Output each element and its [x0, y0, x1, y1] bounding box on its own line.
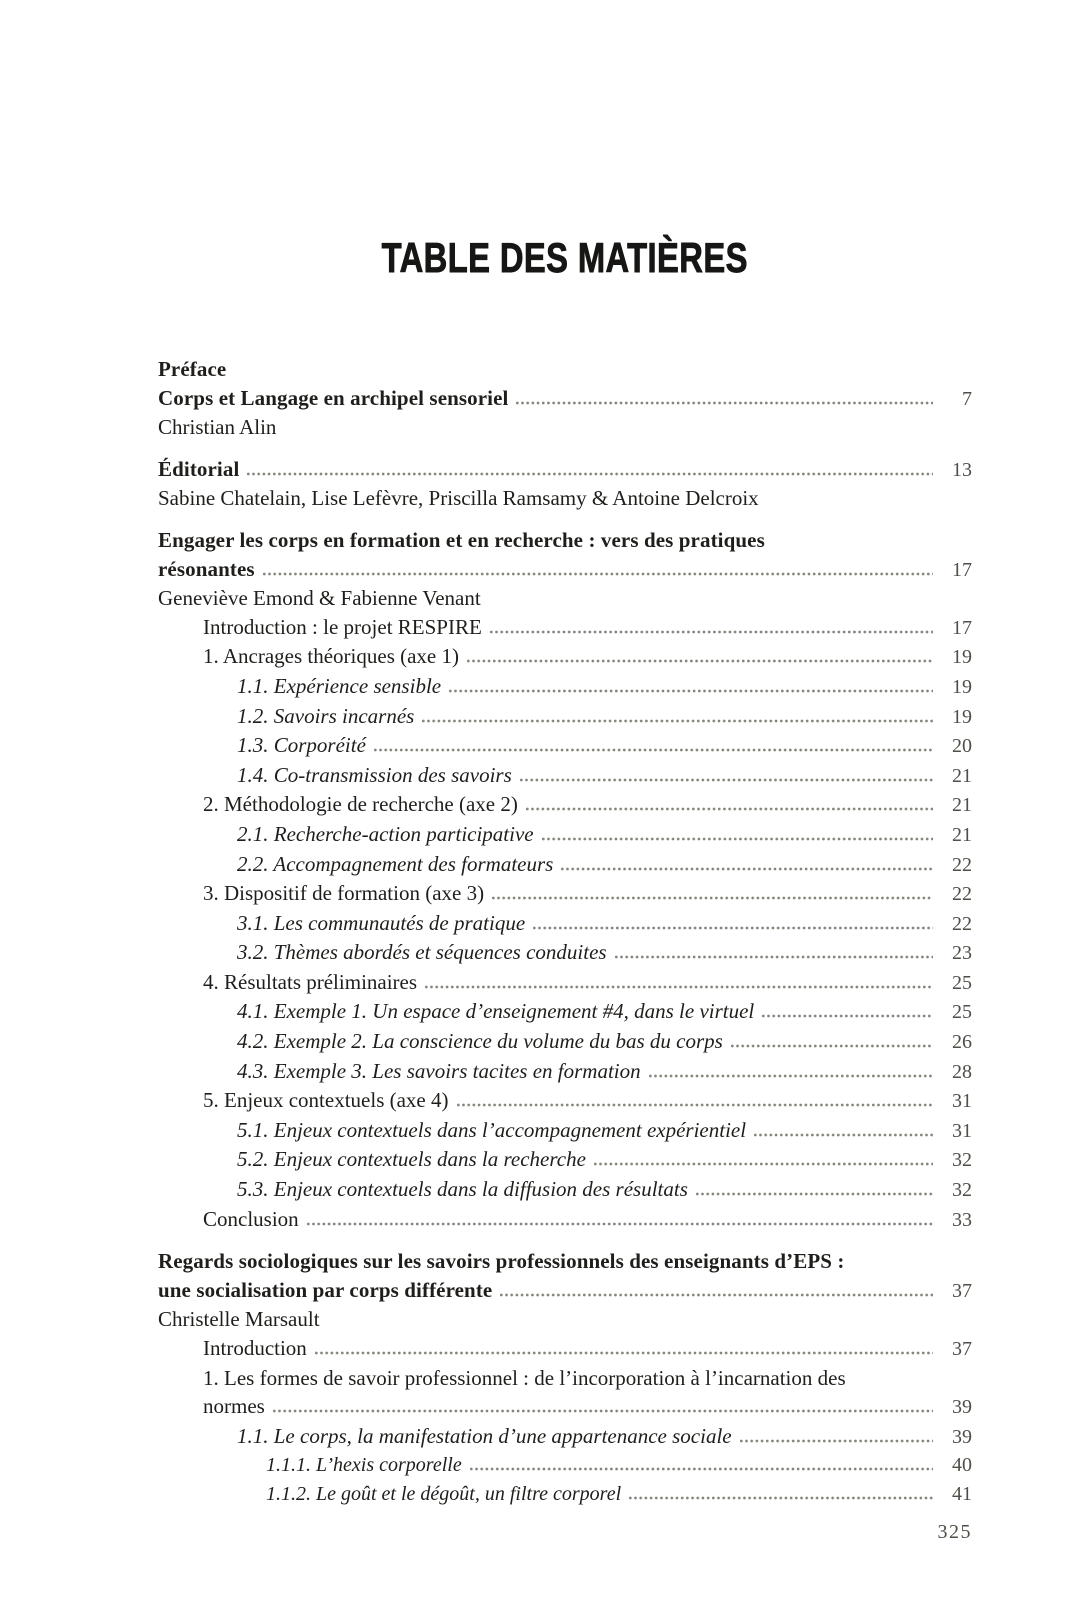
toc-entry — [158, 613, 972, 643]
dot-leader — [273, 1409, 933, 1413]
toc-entry-page: 41 — [952, 1482, 972, 1505]
toc-entry-page: 28 — [952, 1060, 972, 1083]
toc-entry-page: 26 — [952, 1031, 972, 1054]
toc-entry — [158, 1145, 972, 1175]
toc-entry — [158, 1276, 972, 1306]
dot-leader — [526, 807, 933, 811]
toc-entry — [158, 1305, 972, 1334]
toc-entry — [158, 820, 972, 850]
toc-entry-text: 4.2. Exemple 2. La conscience du volume du bas du corps — [237, 1029, 723, 1054]
toc-entry — [158, 731, 972, 761]
toc-entry-text: 2.1. Recherche-action participative — [237, 821, 534, 846]
toc-entry — [158, 1205, 972, 1235]
toc-entry-text: 5.2. Enjeux contextuels dans la recherche — [237, 1147, 586, 1172]
dot-leader — [470, 1467, 933, 1471]
toc-entry — [158, 1480, 972, 1509]
toc-entry-text: Corps et Langage en archipel sensoriel — [158, 385, 509, 410]
toc-entry — [158, 909, 972, 939]
toc-entry — [158, 1451, 972, 1480]
toc-entry — [158, 584, 972, 613]
toc-list — [158, 355, 972, 1509]
toc-entry-text: 5. Enjeux contextuels (axe 4) — [203, 1088, 449, 1113]
toc-entry — [158, 384, 972, 414]
toc-entry-page: 23 — [952, 942, 972, 965]
toc-entry-text: Regards sociologiques sur les savoirs professionnels des enseignants d’EPS : — [158, 1249, 845, 1274]
toc-entry — [158, 1247, 972, 1276]
toc-entry-text: 4. Résultats préliminaires — [203, 969, 418, 994]
dot-leader — [467, 659, 933, 663]
toc-entry-text: Éditorial — [158, 456, 240, 481]
toc-entry-text: une socialisation par corps différente — [158, 1277, 493, 1302]
toc-entry-text: Sabine Chatelain, Lise Lefèvre, Priscilla Ramsamy & Antoine Delcroix — [158, 486, 759, 511]
toc-entry — [158, 1086, 972, 1116]
toc-entry — [158, 1057, 972, 1087]
dot-leader — [516, 401, 933, 405]
toc-entry — [158, 1116, 972, 1146]
toc-entry — [158, 790, 972, 820]
toc-entry — [158, 702, 972, 732]
dot-leader — [520, 778, 933, 782]
toc-entry-text: Geneviève Emond & Fabienne Venant — [158, 586, 481, 611]
dot-leader — [533, 926, 933, 930]
toc-entry — [158, 672, 972, 702]
toc-entry — [158, 761, 972, 791]
dot-leader — [490, 630, 933, 634]
toc-entry-text: 3.2. Thèmes abordés et séquences conduites — [237, 940, 607, 965]
toc-entry-text: 1.2. Savoirs incarnés — [237, 703, 415, 728]
toc-entry-text: Conclusion — [203, 1206, 299, 1231]
toc-entry-text: Christelle Marsault — [158, 1307, 320, 1332]
toc-entry-text: normes — [203, 1394, 265, 1419]
dot-leader — [649, 1074, 933, 1078]
toc-entry — [158, 484, 972, 513]
toc-entry — [158, 1334, 972, 1364]
toc-entry-text: 1. Ancrages théoriques (axe 1) — [203, 644, 459, 669]
toc-entry-page: 25 — [952, 971, 972, 994]
toc-entry-page: 39 — [952, 1425, 972, 1448]
toc-entry — [158, 997, 972, 1027]
toc-entry — [158, 879, 972, 909]
toc-entry-page: 21 — [952, 794, 972, 817]
toc-entry-page: 22 — [952, 912, 972, 935]
dot-leader — [457, 1103, 934, 1107]
dot-leader — [740, 1439, 933, 1443]
toc-entry-page: 22 — [952, 853, 972, 876]
toc-entry — [158, 1364, 972, 1393]
toc-entry — [158, 555, 972, 585]
toc-entry-text: résonantes — [158, 556, 255, 581]
toc-entry-text: 1. Les formes de savoir professionnel : de l’incorporation à l’incarnation des — [203, 1365, 846, 1390]
dot-leader — [315, 1351, 933, 1355]
dot-leader — [500, 1293, 933, 1297]
toc-entry-text: 3.1. Les communautés de pratique — [237, 910, 526, 935]
toc-entry-text: 2. Méthodologie de recherche (axe 2) — [203, 792, 518, 817]
toc-entry-page: 25 — [952, 1001, 972, 1024]
toc-entry-page: 19 — [952, 675, 972, 698]
page-title-text: TABLE DES MATIÈRES — [381, 234, 749, 281]
toc-entry — [158, 968, 972, 998]
dot-leader — [561, 867, 933, 871]
toc-entry-page: 37 — [952, 1279, 972, 1302]
toc-entry-page: 21 — [952, 823, 972, 846]
toc-entry-text: 3. Dispositif de formation (axe 3) — [203, 881, 485, 906]
dot-leader — [731, 1044, 933, 1048]
toc-entry-text: 1.1. Le corps, la manifestation d’une appartenance sociale — [237, 1423, 732, 1448]
toc-entry-text: 5.3. Enjeux contextuels dans la diffusion des résultats — [237, 1177, 688, 1202]
toc-entry — [158, 1392, 972, 1422]
toc-entry-page: 40 — [952, 1454, 972, 1477]
page-number: 325 — [937, 1521, 972, 1543]
dot-leader — [762, 1014, 933, 1018]
toc-entry-text: 4.1. Exemple 1. Un espace d’enseignement #4, dans le virtuel — [237, 999, 755, 1024]
toc-entry — [158, 413, 972, 442]
toc-entry-page: 37 — [952, 1338, 972, 1360]
dot-leader — [542, 837, 933, 841]
dot-leader — [449, 689, 933, 693]
toc-entry-text: 1.3. Corporéité — [237, 733, 366, 758]
toc-entry-page: 13 — [952, 458, 972, 481]
dot-leader — [374, 748, 933, 752]
dot-leader — [629, 1496, 933, 1500]
dot-leader — [307, 1222, 933, 1226]
toc-entry-text: Préface — [158, 357, 227, 381]
toc-entry-text: 1.1.2. Le goût et le dégoût, un filtre corporel — [266, 1482, 622, 1505]
dot-leader — [615, 955, 933, 959]
toc-entry-page: 17 — [952, 558, 972, 581]
dot-leader — [492, 896, 933, 900]
dot-leader — [594, 1162, 933, 1166]
toc-entry-page: 33 — [952, 1208, 972, 1231]
toc-entry-page: 31 — [952, 1119, 972, 1142]
toc-entry-page: 31 — [952, 1090, 972, 1113]
toc-entry — [158, 1027, 972, 1057]
toc-entry — [158, 1175, 972, 1205]
toc-entry-page: 21 — [952, 764, 972, 787]
toc-entry-text: 1.1. Expérience sensible — [237, 673, 442, 698]
toc-entry-page: 19 — [952, 705, 972, 728]
toc-entry — [158, 850, 972, 880]
dot-leader — [263, 572, 933, 576]
toc-entry-text: Introduction : le projet RESPIRE — [203, 614, 482, 639]
toc-entry-text: Engager les corps en formation et en recherche : vers des pratiques — [158, 527, 765, 552]
toc-entry-page: 20 — [952, 735, 972, 758]
page-content — [158, 0, 972, 1543]
toc-entry-page: 17 — [952, 616, 972, 639]
toc-entry-text: Introduction — [203, 1336, 307, 1360]
toc-entry — [158, 938, 972, 968]
dot-leader — [754, 1133, 933, 1137]
toc-entry — [158, 455, 972, 485]
toc-entry-text: 4.3. Exemple 3. Les savoirs tacites en formation — [237, 1058, 641, 1083]
page-title — [158, 0, 972, 279]
toc-entry — [158, 642, 972, 672]
toc-entry-page: 7 — [962, 387, 972, 410]
toc-entry-text: 2.2. Accompagnement des formateurs — [237, 851, 554, 876]
dot-leader — [422, 719, 933, 723]
toc-entry — [158, 526, 972, 555]
toc-entry-page: 39 — [952, 1396, 972, 1419]
toc-entry-text: 1.1.1. L’hexis corporelle — [266, 1454, 462, 1477]
toc-entry — [158, 355, 972, 384]
dot-leader — [247, 472, 933, 476]
toc-entry-text: 1.4. Co-transmission des savoirs — [237, 762, 512, 787]
dot-leader — [425, 985, 933, 989]
dot-leader — [696, 1192, 933, 1196]
toc-entry-page: 32 — [952, 1149, 972, 1172]
toc-entry-page: 22 — [952, 883, 972, 906]
toc-entry-page: 32 — [952, 1179, 972, 1202]
toc-entry-page: 19 — [952, 646, 972, 669]
toc-entry-text: 5.1. Enjeux contextuels dans l’accompagnement expérientiel — [237, 1117, 747, 1142]
toc-entry-text: Christian Alin — [158, 415, 277, 440]
toc-entry — [158, 1422, 972, 1452]
